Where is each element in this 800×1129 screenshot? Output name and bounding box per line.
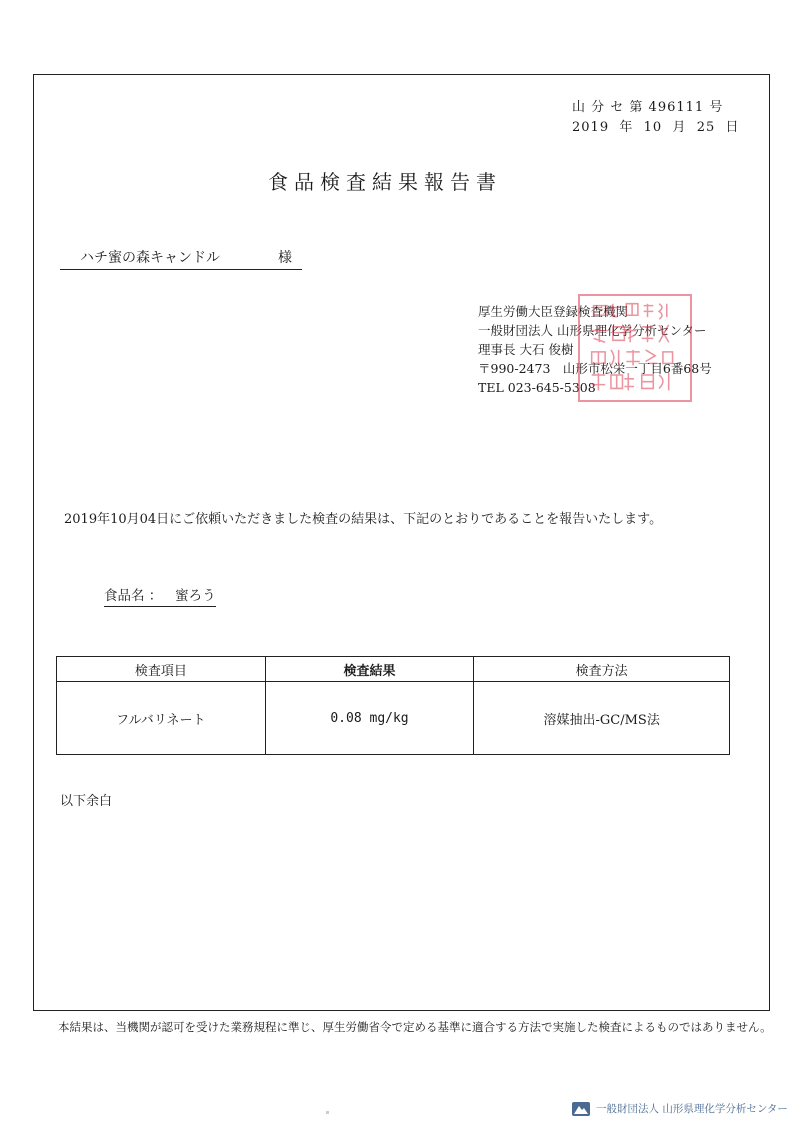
food-name	[104, 584, 216, 607]
seal-icon	[580, 296, 690, 400]
table-row	[57, 682, 730, 755]
document-frame	[33, 74, 770, 1011]
client-name-text: ハチ蜜の森キャンドル	[80, 250, 220, 266]
food-name-value: 蜜ろう	[175, 588, 216, 604]
client-honorific: 様	[278, 250, 292, 266]
document-title: 食品検査結果報告書	[268, 170, 502, 194]
issuer-phone: TEL 023-645-5308	[478, 380, 596, 395]
cell-test-item: フルバリネート	[57, 682, 266, 755]
food-name-label: 食品名 ：	[104, 588, 163, 604]
client-name	[60, 247, 302, 270]
report-intro-text: 2019年10月04日にご依頼いただきました検査の結果は、下記のとおりであることを報告いたします。	[64, 512, 663, 527]
header-test-item: 検査項目	[57, 657, 266, 682]
footer-logo-text: 一般財団法人 山形県理化学分析センター	[596, 1103, 788, 1115]
header-test-method: 検査方法	[474, 657, 730, 682]
issuer-director: 理事長 大石 俊樹	[478, 342, 574, 357]
results-table	[56, 656, 730, 755]
footer-logo	[572, 1101, 788, 1116]
issuer-address: 〒990-2473 山形市松栄一丁目6番68号	[478, 361, 712, 376]
remainder-blank-note: 以下余白	[60, 794, 113, 809]
scan-speck	[326, 1111, 329, 1114]
cell-test-method: 溶媒抽出-GC/MS法	[474, 682, 730, 755]
cell-test-result: 0.08 mg/kg	[265, 682, 474, 755]
reference-number: 山 分 セ 第 496111 号	[572, 100, 724, 115]
mountain-logo-icon	[572, 1102, 590, 1116]
table-header-row	[57, 657, 730, 682]
issuer-registration: 厚生労働大臣登録検査機関	[478, 304, 629, 319]
issuer-organization: 一般財団法人 山形県理化学分析センター	[478, 323, 707, 338]
disclaimer-footnote: 本結果は、当機関が認可を受けた業務規程に準じ、厚生労働省令で定める基準に適合する方法で実施した検査によるものではありません。	[58, 1020, 772, 1034]
issue-date: 2019 年 10 月 25 日	[572, 120, 740, 135]
official-seal-stamp	[578, 294, 692, 402]
header-test-result: 検査結果	[265, 657, 474, 682]
